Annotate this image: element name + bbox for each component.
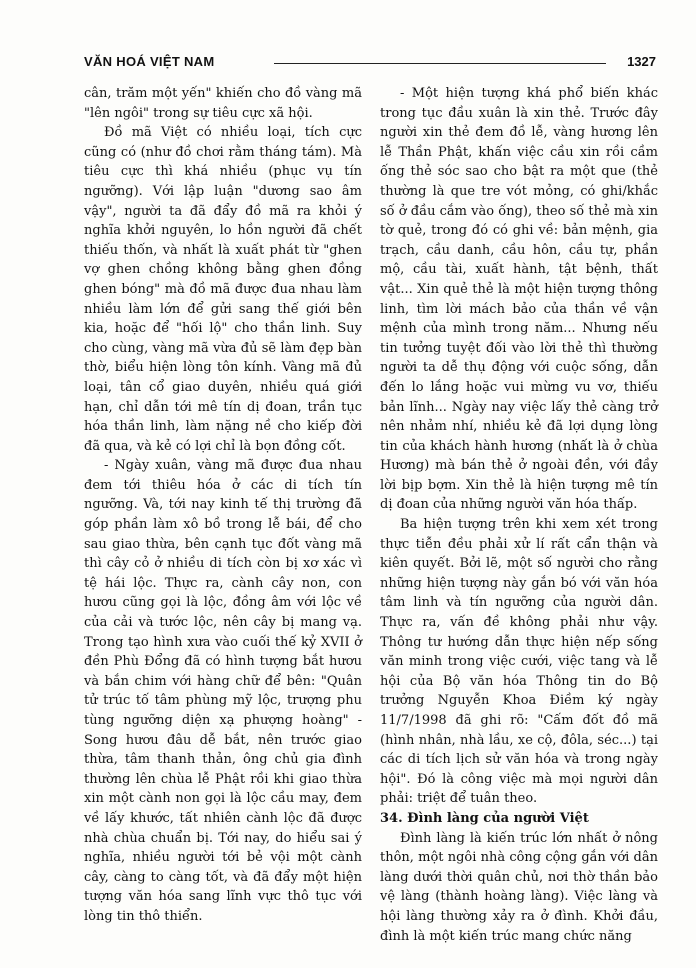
- section-heading: 34. Đình làng của người Việt: [380, 810, 589, 826]
- paragraph: Đình làng là kiến trúc lớn nhất ở nông thôn, một ngôi nhà công cộng gắn với dân làng dưới thời quân chủ, nơi thờ thần bảo vệ làng (thành hoàng làng). Việc làng và hội làng thường xảy ra ở đình. Khởi đầu, đình là một kiến trúc mang chức năng: [380, 830, 658, 944]
- left-column: [84, 84, 362, 927]
- page-number: 1327: [627, 54, 656, 69]
- paragraph: - Một hiện tượng khá phổ biến khác trong tục đầu xuân là xin thẻ. Trước đây người xin thẻ đem đồ lễ, vàng hương lên lễ Thần Phật, khấn việc cầu xin rồi cầm ống thẻ sóc sao cho bật ra một que (thẻ thường là que tre vót mỏng, có ghi/khắc số ở đầu cắm vào ống), theo số thẻ mà xin tờ quẻ, trong đó có ghi về: bản mệnh, gia trạch, cầu danh, cầu hôn, cầu tự, phần mộ, cầu tài, xuất hành, tật bệnh, thất vật... Xin quẻ thẻ là một hiện tượng thông linh, tìm lời mách bảo của thần về vận mệnh của mình trong năm... Nhưng nếu tin tưởng tuyệt đối vào lời thẻ thì thường người ta dễ thụ động với cuộc sống, dẫn đến lo lắng hoặc vui mừng vu vơ, thiếu bản lĩnh... Ngày nay việc lấy thẻ càng trở nên nhảm nhí, nhiều kẻ đã lợi dụng lòng tin của khách hành hương (nhất là ở chùa Hương) mà bán thẻ ở ngoài đền, với đầy lời bịp bợm. Xin thẻ là hiện tượng mê tín dị đoan của những người văn hóa thấp.: [380, 86, 658, 513]
- header-rule: [274, 63, 606, 64]
- running-header: [84, 54, 656, 76]
- paragraph: Ba hiện tượng trên khi xem xét trong thực tiễn đều phải xử lí rất cẩn thận và kiên quyết. Bởi lẽ, một số người cho rằng những hiện tượng này gắn bó với văn hóa tâm linh và tín ngưỡng của người dân. Thực ra, vấn đề không phải như vậy. Thông tư hướng dẫn thực hiện nếp sống văn minh trong việc cưới, việc tang và lễ hội của Bộ văn hóa Thông tin do Bộ trưởng Nguyễn Khoa Điềm ký ngày 11/7/1998 đã ghi rõ: "Cấm đốt đồ mã (hình nhân, nhà lầu, xe cộ, đôla, séc...) tại các di tích lịch sử văn hóa và trong ngày hội". Đó là công việc mà mọi người dân phải: triệt để tuân theo.: [380, 517, 658, 807]
- right-column: [380, 84, 658, 946]
- paragraph: Đồ mã Việt có nhiều loại, tích cực cũng có (như đồ chơi rằm tháng tám). Mà tiêu cực thì khá nhiều (phục vụ tín ngưỡng). Với lập luận "dương sao âm vậy", người ta đã đẩy đồ mã ra khỏi ý nghĩa khởi nguyên, lo hồn người đã chết thiếu thốn, và nhất là xuất phát từ "ghen vợ ghen chồng không bằng ghen đồng ghen bóng" mà đồ mã được đua nhau làm nhiều làm lớn để gửi sang thế giới bên kia, hoặc để "hối lộ" cho thần linh. Suy cho cùng, vàng mã vừa đủ sẽ làm đẹp bàn thờ, biểu hiện lòng tôn kính. Vàng mã đủ loại, tân cổ giao duyên, nhiều quá giới hạn, chỉ dẫn tới mê tín dị đoan, trần tục hóa thần linh, làm nặng nề cho kiếp đời đã qua, và kẻ có lợi chỉ là bọn đồng cốt.: [84, 125, 362, 454]
- paragraph: - Ngày xuân, vàng mã được đua nhau đem tới thiêu hóa ở các di tích tín ngưỡng. Và, tới nay kinh tế thị trường đã góp phần làm xô bồ trong lễ bái, để cho sau giao thừa, bên cạnh tục đốt vàng mã thì cây cỏ ở nhiều di tích còn bị xơ xác vì tệ hái lộc. Thực ra, cành cây non, con hươu cũng gọi là lộc, đồng âm với lộc về của cải và tước lộc, nên cây bị mang vạ. Trong tạo hình xưa vào cuối thế kỷ XVII ở đền Phù Đổng đã có hình tượng bắt hươu và bắn chim với hàng chữ để bên: "Quân tử trúc tố tâm phùng mỹ lộc, trượng phu tùng ngưỡng diện xạ phượng hoàng" - Song hươu đâu dễ bắt, nên trước giao thừa, tâm thanh thản, ông chủ gia đình thường lên chùa lễ Phật rồi khi giao thừa xin một cành non gọi là lộc cầu may, đem về lấy khước, tất nhiên cành lộc đã được nhà chùa chuẩn bị. Tới nay, do hiểu sai ý nghĩa, nhiều người tới bẻ vội một cành cây, càng to càng tốt, và đã đẩy một hiện tượng văn hóa sang lĩnh vực thô tục với lòng tin thô thiển.: [84, 458, 362, 924]
- paragraph: cân, trăm một yến" khiến cho đồ vàng mã "lên ngôi" trong sự tiêu cực xã hội.: [84, 86, 362, 121]
- header-title: VĂN HOÁ VIỆT NAM: [84, 54, 215, 69]
